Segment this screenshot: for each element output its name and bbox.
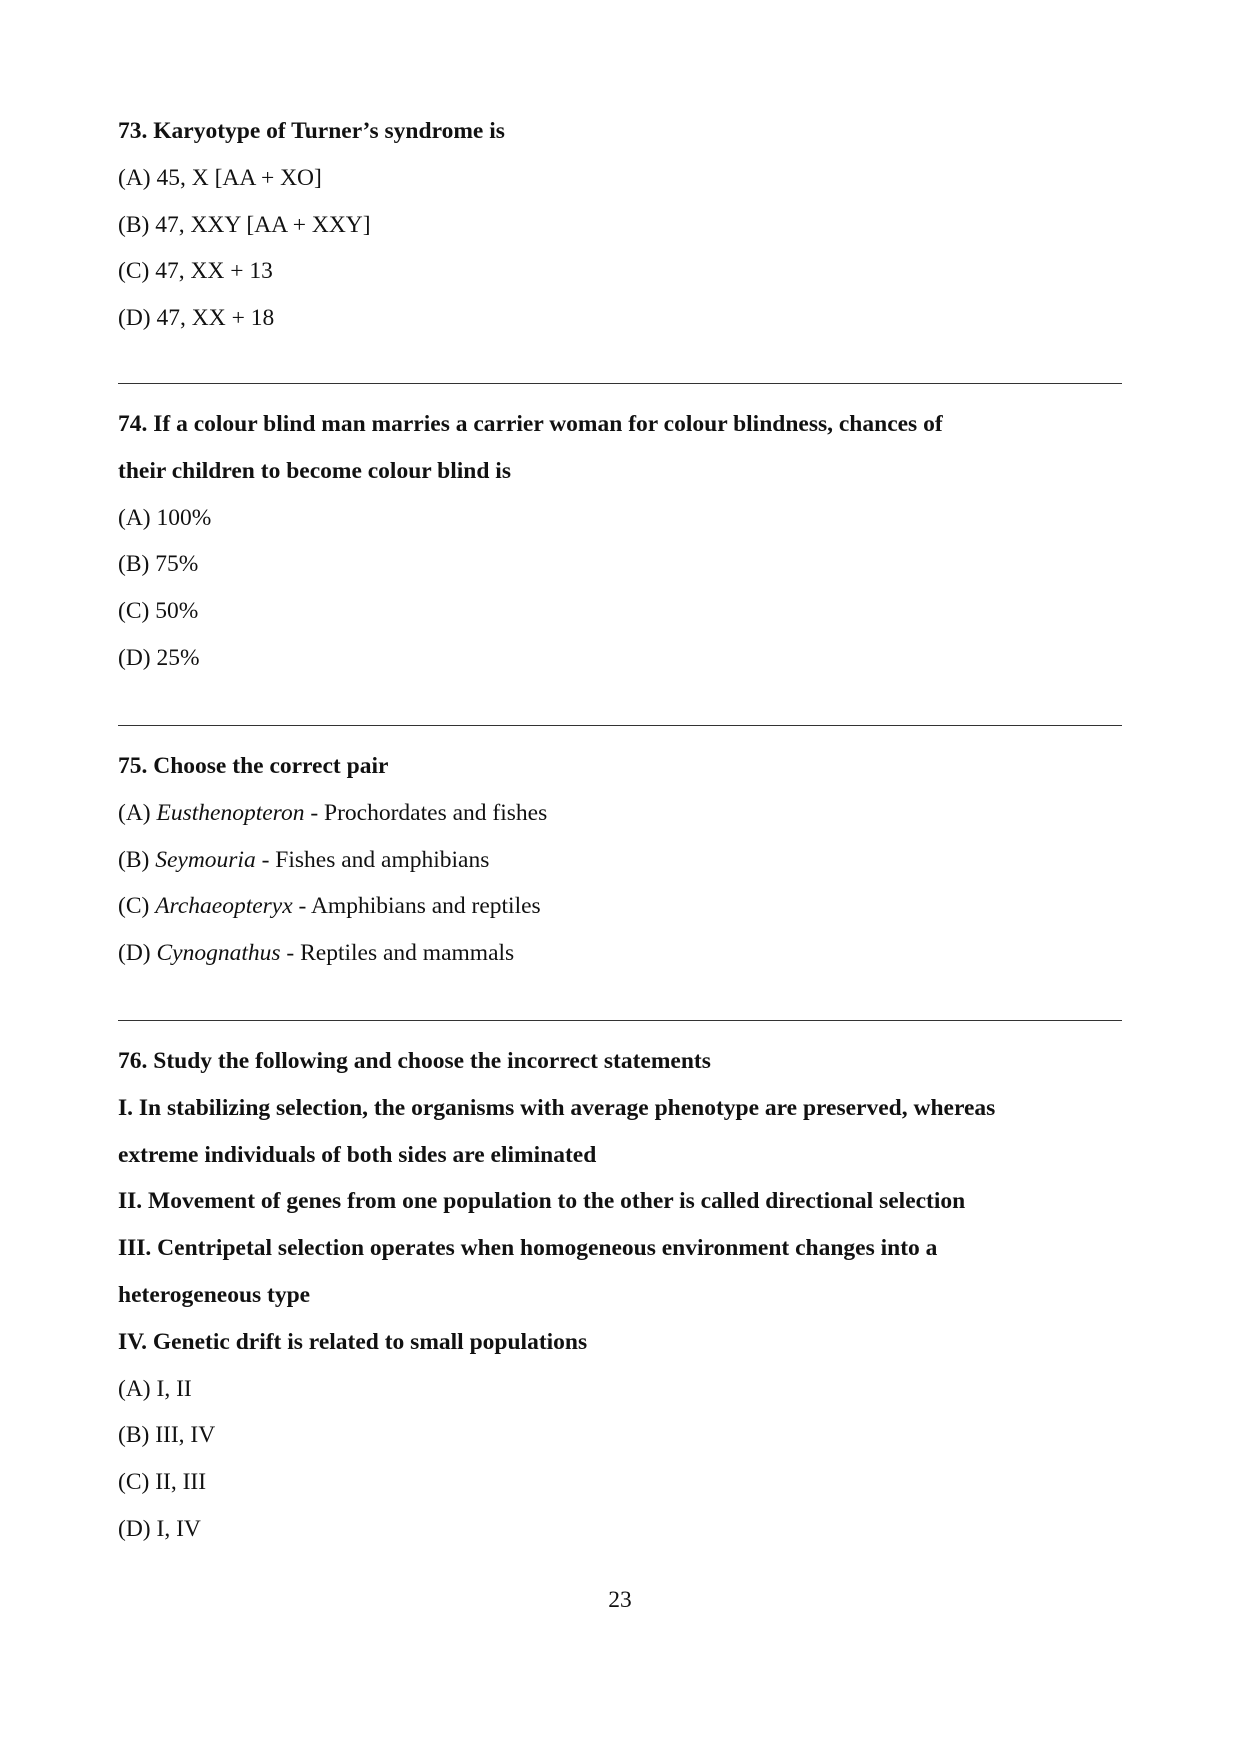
question-stem-line: extreme individuals of both sides are eliminated	[118, 1141, 597, 1168]
answer-option	[118, 930, 1122, 977]
page-number: 23	[608, 1587, 632, 1613]
option-italic: Eusthenopteron	[156, 799, 305, 826]
option-label: (C)	[118, 893, 156, 920]
option-text: 50%	[155, 598, 199, 625]
option-label: (B)	[118, 1422, 156, 1449]
option-text: - Fishes and amphibians	[255, 846, 490, 873]
answer-option	[118, 790, 1122, 837]
option-label: (B)	[118, 846, 156, 873]
option-text: 100%	[156, 504, 212, 531]
option-label: (D)	[118, 1515, 157, 1542]
answer-option	[118, 837, 1122, 884]
option-italic: Cynognathus	[156, 940, 281, 967]
option-text: - Amphibians and reptiles	[292, 893, 541, 920]
answer-option	[118, 495, 1122, 542]
option-text: - Reptiles and mammals	[280, 940, 515, 967]
question-stem-line: 76. Study the following and choose the incorrect statements	[118, 1048, 711, 1074]
question-stem-line: II. Movement of genes from one population to the other is called directional selection	[118, 1188, 966, 1215]
option-label: (C)	[118, 258, 156, 285]
question-74	[118, 401, 1122, 682]
option-text: 47, XX + 13	[155, 258, 273, 285]
answer-option	[118, 248, 1122, 295]
answer-option	[118, 295, 1122, 342]
question-75	[118, 743, 1122, 977]
question-stem-line: 74. If a colour blind man marries a carrier woman for colour blindness, chances of	[118, 411, 943, 437]
answer-option	[118, 635, 1122, 682]
option-text: I, IV	[156, 1515, 201, 1542]
answer-option	[118, 588, 1122, 635]
option-label: (C)	[118, 1469, 156, 1496]
divider	[118, 1020, 1122, 1021]
option-label: (C)	[118, 598, 156, 625]
answer-option	[118, 1506, 1122, 1553]
option-label: (A)	[118, 1375, 157, 1402]
question-stem-line: their children to become colour blind is	[118, 457, 511, 484]
question-73	[118, 108, 1122, 342]
option-label: (D)	[118, 644, 157, 671]
option-label: (D)	[118, 940, 157, 967]
question-stem-line: IV. Genetic drift is related to small populations	[118, 1328, 588, 1355]
option-label: (A)	[118, 799, 157, 826]
option-text: 47, XXY [AA + XXY]	[155, 211, 371, 238]
answer-option	[118, 1412, 1122, 1459]
option-text: - Prochordates and fishes	[304, 799, 548, 826]
answer-option	[118, 541, 1122, 588]
option-label: (D)	[118, 305, 157, 332]
option-text: I, II	[156, 1375, 192, 1402]
option-italic: Seymouria	[155, 846, 256, 873]
question-76	[118, 1038, 1122, 1553]
answer-option	[118, 1366, 1122, 1413]
divider	[118, 383, 1122, 384]
answer-option	[118, 155, 1122, 202]
option-text: 47, XX + 18	[156, 305, 275, 332]
answer-option	[118, 883, 1122, 930]
question-stem-line: 75. Choose the correct pair	[118, 753, 389, 779]
option-label: (B)	[118, 551, 156, 578]
option-text: 75%	[155, 551, 199, 578]
option-text: 45, X [AA + XO]	[156, 164, 322, 191]
answer-option	[118, 202, 1122, 249]
question-stem-line: III. Centripetal selection operates when homogeneous environment changes into a	[118, 1235, 938, 1262]
option-label: (A)	[118, 504, 157, 531]
option-text: III, IV	[155, 1422, 216, 1449]
answer-option	[118, 1459, 1122, 1506]
option-text: II, III	[155, 1469, 207, 1496]
question-stem-line: heterogeneous type	[118, 1281, 311, 1308]
option-text: 25%	[156, 644, 200, 671]
divider	[118, 725, 1122, 726]
question-stem-line: 73. Karyotype of Turner’s syndrome is	[118, 118, 505, 144]
option-label: (B)	[118, 211, 156, 238]
option-label: (A)	[118, 164, 157, 191]
question-stem-line: I. In stabilizing selection, the organisms with average phenotype are preserved, whereas	[118, 1094, 996, 1121]
option-italic: Archaeopteryx	[155, 893, 293, 920]
